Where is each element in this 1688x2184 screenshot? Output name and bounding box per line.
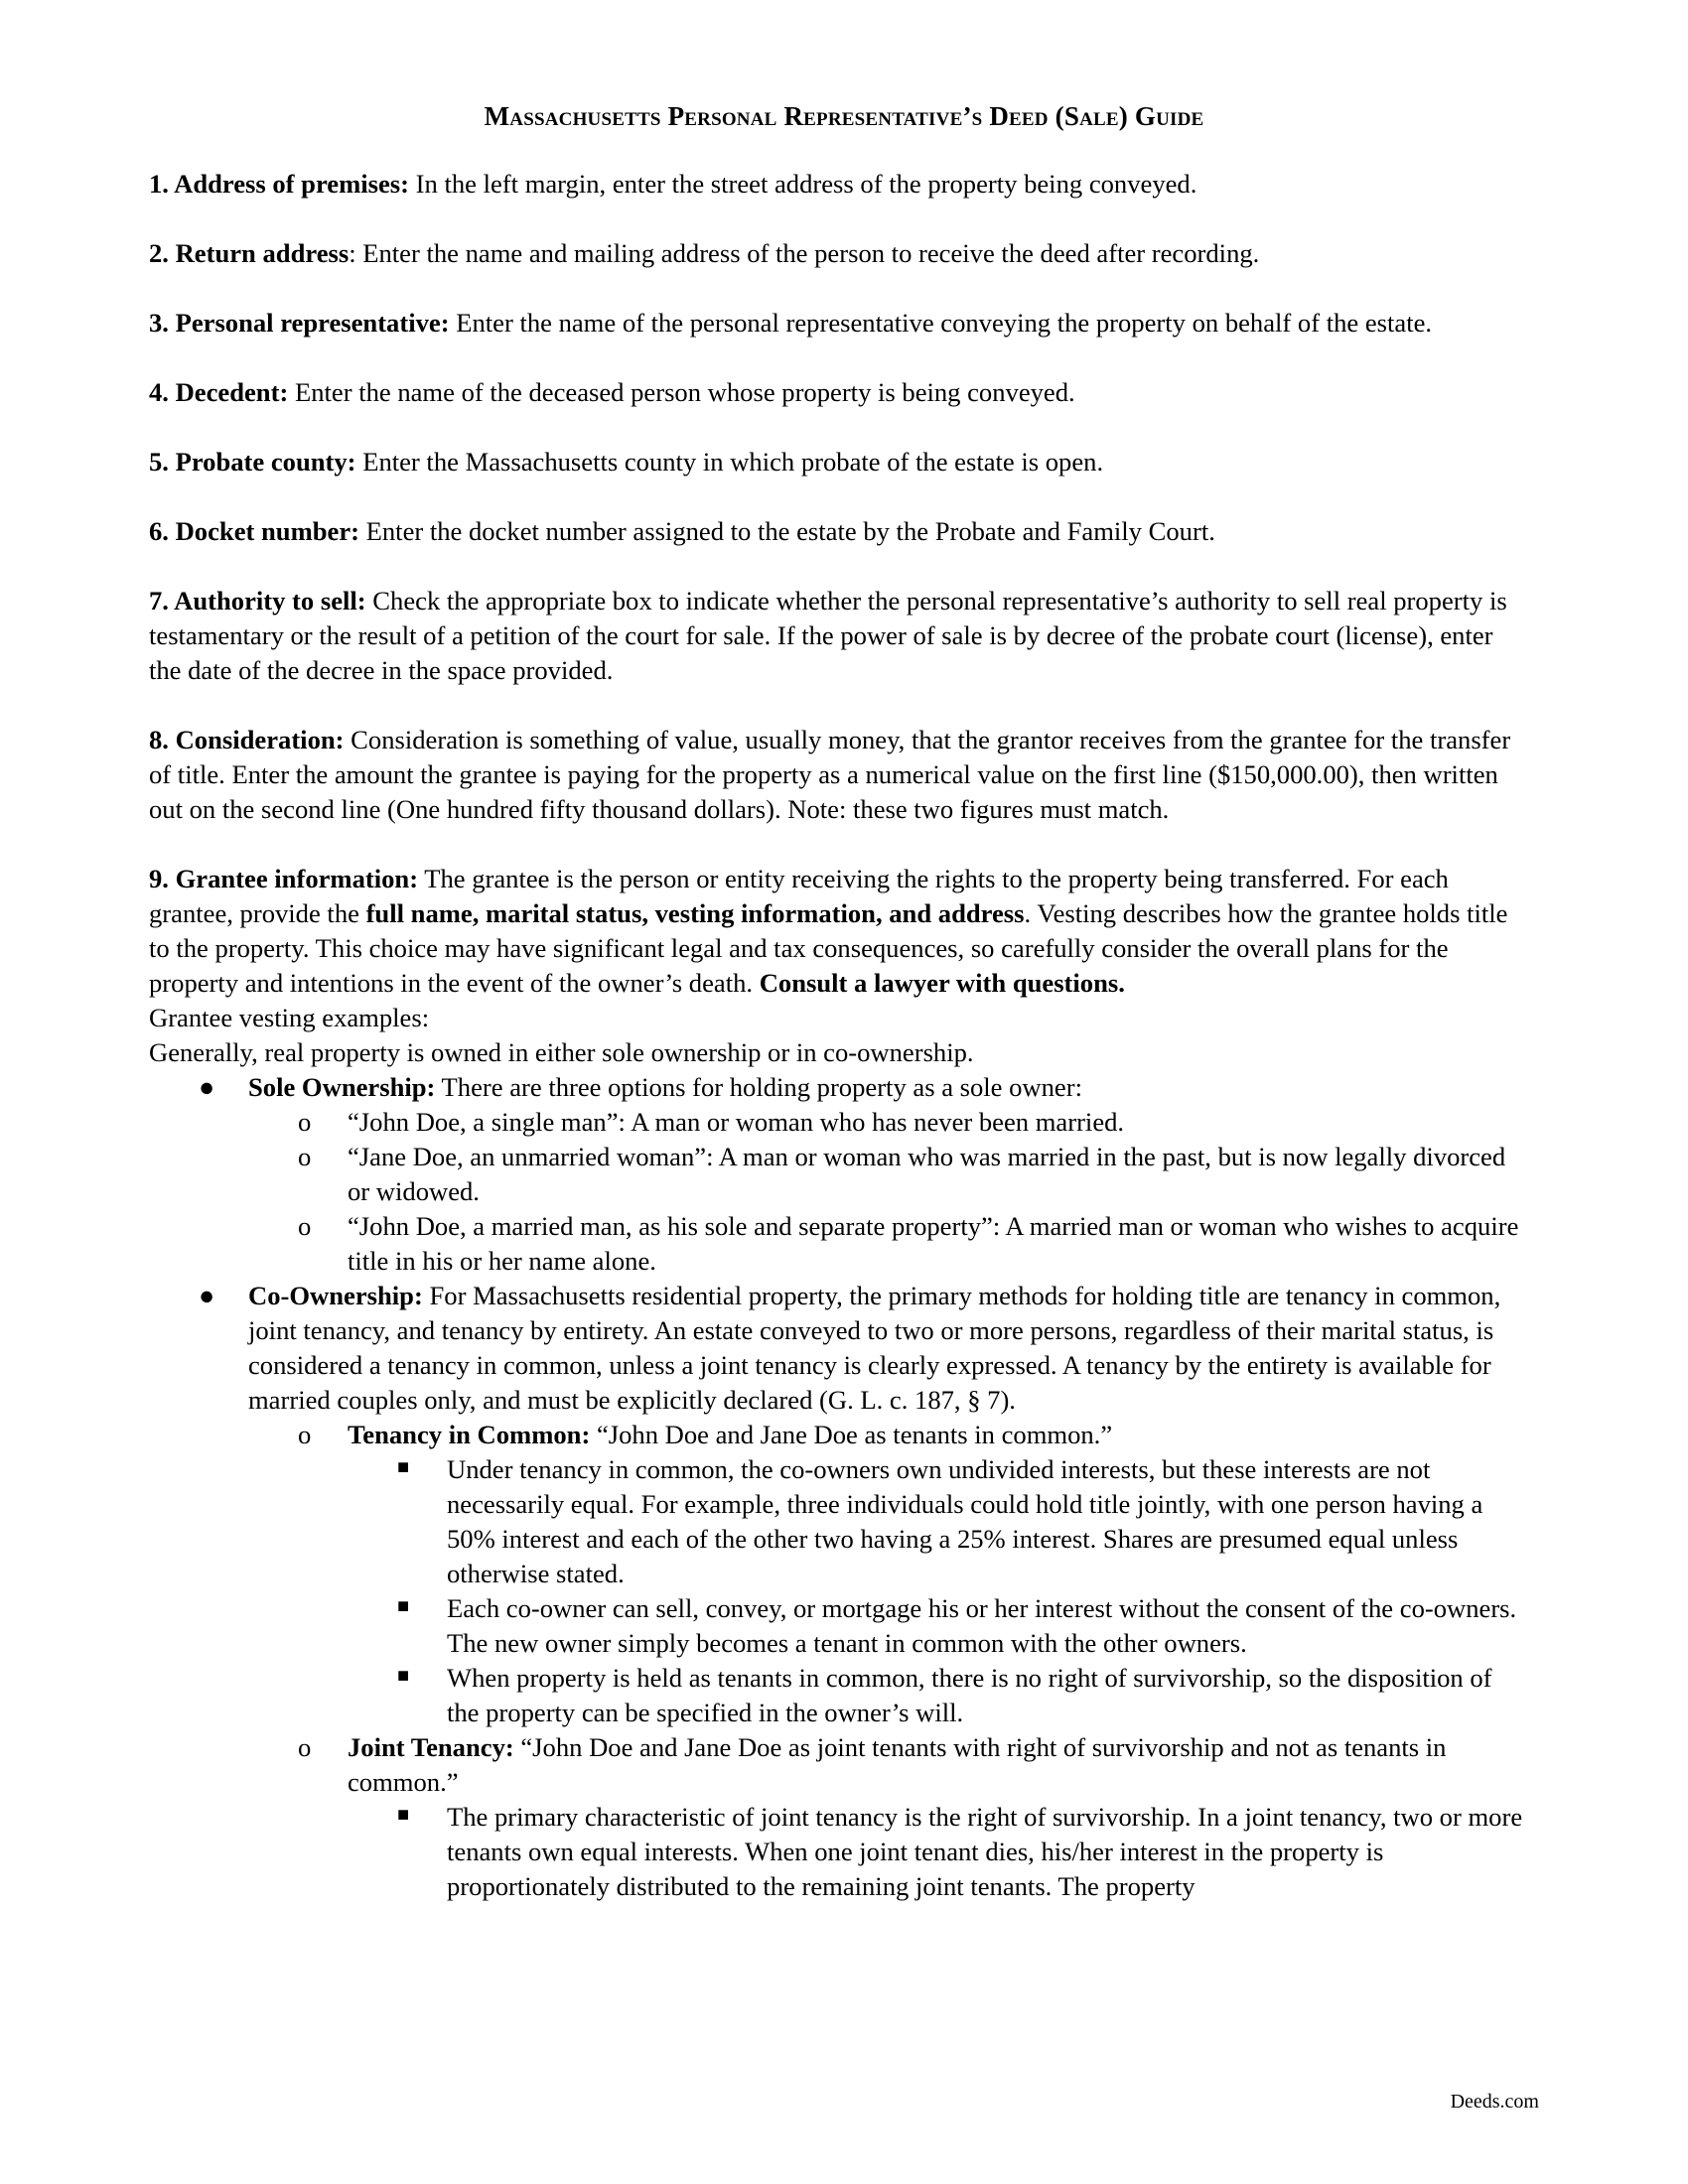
circle-marker: o xyxy=(298,1420,312,1449)
tic-point: ■ When property is held as tenants in common, there is no right of survivorship, so the disposition of the property can be specified in the owner’s will. xyxy=(149,1661,1529,1730)
tic-point: ■ Under tenancy in common, the co-owners own undivided interests, but these interests are not necessarily equal. For example, three individuals could hold title jointly, with one person having a 50% interest and each of the other two having a 25% interest. Shares are presumed equal unless otherwise stated. xyxy=(149,1452,1529,1591)
tenancy-in-common-item: o Tenancy in Common: “John Doe and Jane Doe as tenants in common.” xyxy=(149,1418,1529,1452)
square-marker: ■ xyxy=(397,1665,410,1687)
item-5: 5. Probate county: Enter the Massachusetts county in which probate of the estate is open. xyxy=(149,447,1104,477)
vesting-examples-heading: Grantee vesting examples: xyxy=(149,1003,430,1032)
joint-tenancy-item: o Joint Tenancy: “John Doe and Jane Doe as joint tenants with right of survivorship and not as tenants in common.” xyxy=(298,1732,1447,1797)
sole-option: o “Jane Doe, an unmarried woman”: A man or woman who was married in the past, but is now legally divorced or widowed. xyxy=(298,1142,1506,1206)
square-marker: ■ xyxy=(397,1595,410,1617)
co-ownership-item: ● Co-Ownership: For Massachusetts residential property, the primary methods for holding title are tenancy in common, joint tenancy, and tenancy by entirety. An estate conveyed to two or more persons, regardless of their marital status, is considered a tenancy in common, unless a joint tenancy is clearly expressed. A tenancy by the entirety is available for married couples only, and must be explicitly declared (G. L. c. 187, § 7). xyxy=(199,1281,1501,1415)
square-marker: ■ xyxy=(397,1804,410,1826)
item-8: 8. Consideration: Consideration is something of value, usually money, that the grantor receives from the grantee for the transfer of title. Enter the amount the grantee is paying for the property as a numerical value on the first line ($150,000.00), then written out on the second line (One hundred fifty thousand dollars). Note: these two figures must match. xyxy=(149,725,1511,824)
circle-marker: o xyxy=(298,1211,312,1241)
bullet-marker: ● xyxy=(199,1072,215,1102)
circle-marker: o xyxy=(298,1142,312,1171)
tic-point: ■ Each co-owner can sell, convey, or mortgage his or her interest without the consent of the co-owners. The new owner simply becomes a tenant in common with the other owners. xyxy=(149,1591,1529,1661)
item-9: 9. Grantee information: The grantee is the person or entity receiving the rights to the property being transferred. For each grantee, provide the full name, marital status, vesting information, and address. Vesting describes how the grantee holds title to the property. This choice may have significant legal and tax consequences, so carefully consider the overall plans for the property and intentions in the event of the owner’s death. Consult a lawyer with questions. xyxy=(149,864,1508,998)
sole-option: o “John Doe, a married man, as his sole and separate property”: A married man or woman who wishes to acquire title in his or her name alone. xyxy=(298,1211,1519,1276)
item-1: 1. Address of premises: In the left margin, enter the street address of the property being conveyed. xyxy=(149,169,1197,199)
bullet-marker: ● xyxy=(199,1281,215,1310)
item-3: 3. Personal representative: Enter the name of the personal representative conveying the property on behalf of the estate. xyxy=(149,308,1433,338)
item-6: 6. Docket number: Enter the docket number assigned to the estate by the Probate and Family Court. xyxy=(149,516,1215,546)
jt-point: ■ The primary characteristic of joint tenancy is the right of survivorship. In a joint tenancy, two or more tenants own equal interests. When one joint tenant dies, his/her interest in the property is proportionately distributed to the remaining joint tenants. The property xyxy=(149,1800,1529,1904)
guide-body xyxy=(149,167,1529,1904)
footer-brand: Deeds.com xyxy=(1450,2091,1539,2113)
sole-ownership-item: ● Sole Ownership: There are three options for holding property as a sole owner: xyxy=(149,1070,1529,1105)
square-marker: ■ xyxy=(397,1456,410,1478)
circle-marker: o xyxy=(298,1732,312,1762)
item-2: 2. Return address: Enter the name and mailing address of the person to receive the deed after recording. xyxy=(149,238,1260,268)
item-4: 4. Decedent: Enter the name of the deceased person whose property is being conveyed. xyxy=(149,377,1075,407)
page-title: Massachusetts Personal Representative’s Deed (Sale) Guide xyxy=(484,101,1204,131)
circle-marker: o xyxy=(298,1107,312,1137)
sole-option: o “John Doe, a single man”: A man or woman who has never been married. xyxy=(149,1105,1529,1140)
ownership-intro: Generally, real property is owned in either sole ownership or in co-ownership. xyxy=(149,1037,974,1067)
item-7: 7. Authority to sell: Check the appropriate box to indicate whether the personal representative’s authority to sell real property is testamentary or the result of a petition of the court for sale. If the power of sale is by decree of the probate court (license), enter the date of the decree in the space provided. xyxy=(149,586,1507,685)
